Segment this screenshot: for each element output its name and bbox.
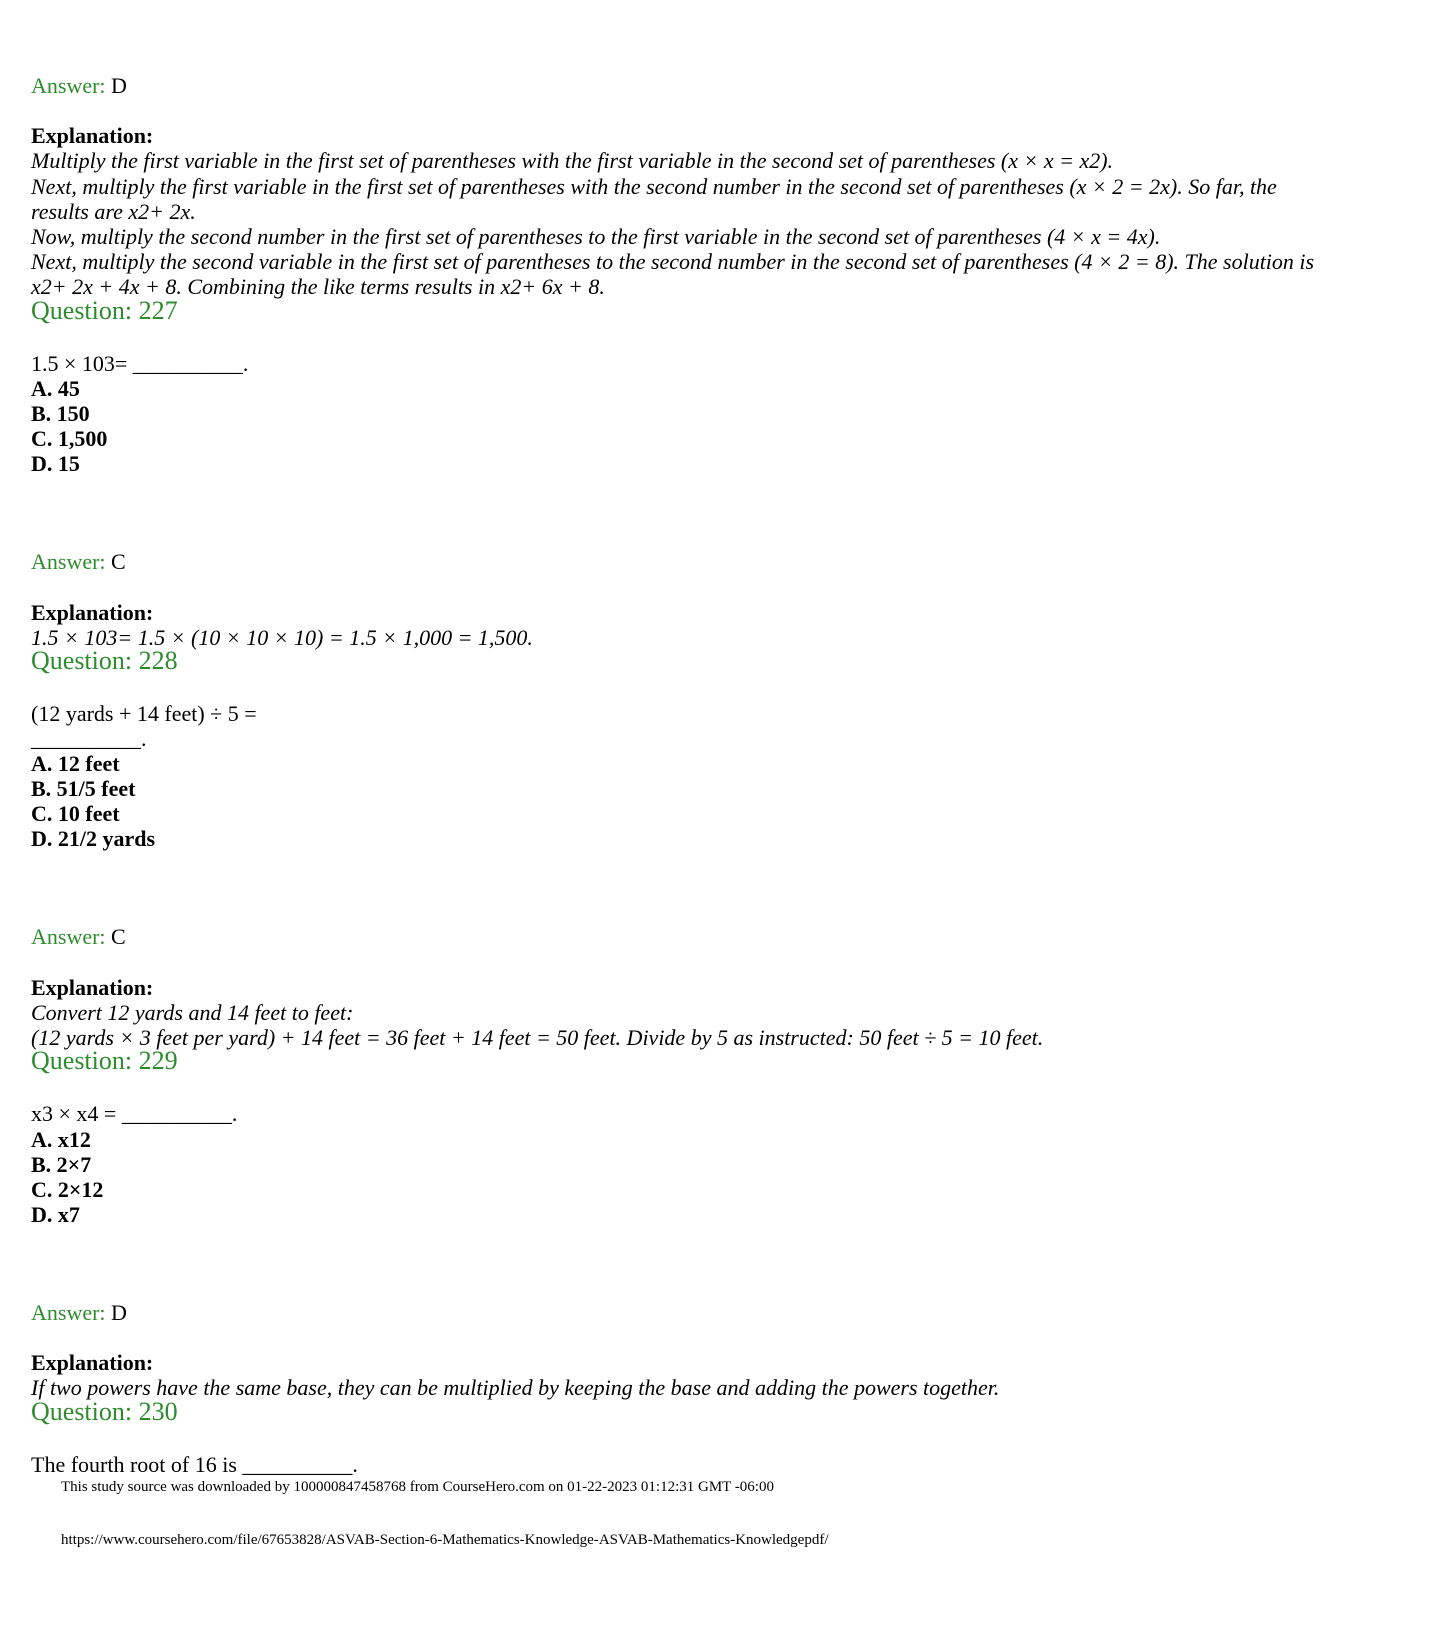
answer-line-226 — [31, 73, 127, 99]
answer-label: Answer: — [31, 924, 106, 949]
answer-value: D — [111, 1300, 127, 1325]
answer-value: C — [111, 924, 126, 949]
question-prompt: (12 yards + 14 feet) ÷ 5 = — [31, 701, 257, 726]
option-d: D. 21/2 yards — [31, 826, 156, 851]
question-prompt: 1.5 × 103= __________. — [31, 351, 249, 376]
explanation-text: Now, multiply the second number in the first set of parentheses to the first variable in the second set of parentheses (4 × x = 4x). — [31, 224, 1161, 249]
question-title: Question: 229 — [31, 1046, 178, 1075]
explanation-text: results are x2+ 2x. — [31, 199, 196, 224]
option-d: D. x7 — [31, 1202, 80, 1227]
option-d: D. 15 — [31, 451, 80, 476]
explanation-text: Next, multiply the first variable in the first set of parentheses with the second number in the second set of parentheses (x × 2 = 2x). So far, the — [31, 174, 1277, 199]
answer-line-227 — [31, 549, 126, 575]
question-prompt: __________. — [31, 726, 147, 751]
option-c: C. 1,500 — [31, 426, 108, 451]
question-title: Question: 227 — [31, 296, 178, 325]
explanation-text: 1.5 × 103= 1.5 × (10 × 10 × 10) = 1.5 × 1,000 = 1,500. — [31, 625, 533, 650]
explanation-label: Explanation: — [31, 975, 154, 1000]
explanation-label: Explanation: — [31, 1350, 154, 1375]
explanation-text: If two powers have the same base, they can be multiplied by keeping the base and adding the powers together. — [31, 1375, 1000, 1400]
explanation-text: Next, multiply the second variable in the first set of parentheses to the second number in the second set of parentheses (4 × 2 = 8). The solution is — [31, 249, 1315, 274]
question-title: Question: 228 — [31, 646, 178, 675]
option-a: A. 45 — [31, 376, 80, 401]
download-note: This study source was downloaded by 100000847458768 from CourseHero.com on 01-22-2023 01:12:31 GMT -06:00 — [61, 1479, 774, 1495]
answer-label: Answer: — [31, 549, 106, 574]
option-c: C. 10 feet — [31, 801, 120, 826]
question-prompt: The fourth root of 16 is __________. — [31, 1452, 358, 1477]
answer-label: Answer: — [31, 1300, 106, 1325]
option-b: B. 2×7 — [31, 1152, 92, 1177]
option-a: A. x12 — [31, 1127, 91, 1152]
question-title: Question: 230 — [31, 1397, 178, 1426]
source-url[interactable]: https://www.coursehero.com/file/67653828/ASVAB-Section-6-Mathematics-Knowledge-ASVAB-Mathematics-Knowledgepdf/ — [61, 1532, 829, 1548]
explanation-text: x2+ 2x + 4x + 8. Combining the like terms results in x2+ 6x + 8. — [31, 274, 605, 299]
explanation-text: Multiply the first variable in the first set of parentheses with the first variable in the second set of parentheses (x × x = x2). — [31, 148, 1114, 173]
explanation-text: (12 yards × 3 feet per yard) + 14 feet = 36 feet + 14 feet = 50 feet. Divide by 5 as instructed: 50 feet ÷ 5 = 10 feet. — [31, 1025, 1044, 1050]
option-a: A. 12 feet — [31, 751, 120, 776]
explanation-label: Explanation: — [31, 600, 154, 625]
option-b: B. 150 — [31, 401, 90, 426]
explanation-text: Convert 12 yards and 14 feet to feet: — [31, 1000, 354, 1025]
answer-value: C — [111, 549, 126, 574]
answer-value: D — [111, 73, 127, 98]
explanation-label: Explanation: — [31, 123, 154, 148]
option-c: C. 2×12 — [31, 1177, 104, 1202]
answer-line-228 — [31, 924, 126, 950]
answer-label: Answer: — [31, 73, 106, 98]
answer-line-229 — [31, 1300, 127, 1326]
question-prompt: x3 × x4 = __________. — [31, 1101, 238, 1126]
option-b: B. 51/5 feet — [31, 776, 136, 801]
